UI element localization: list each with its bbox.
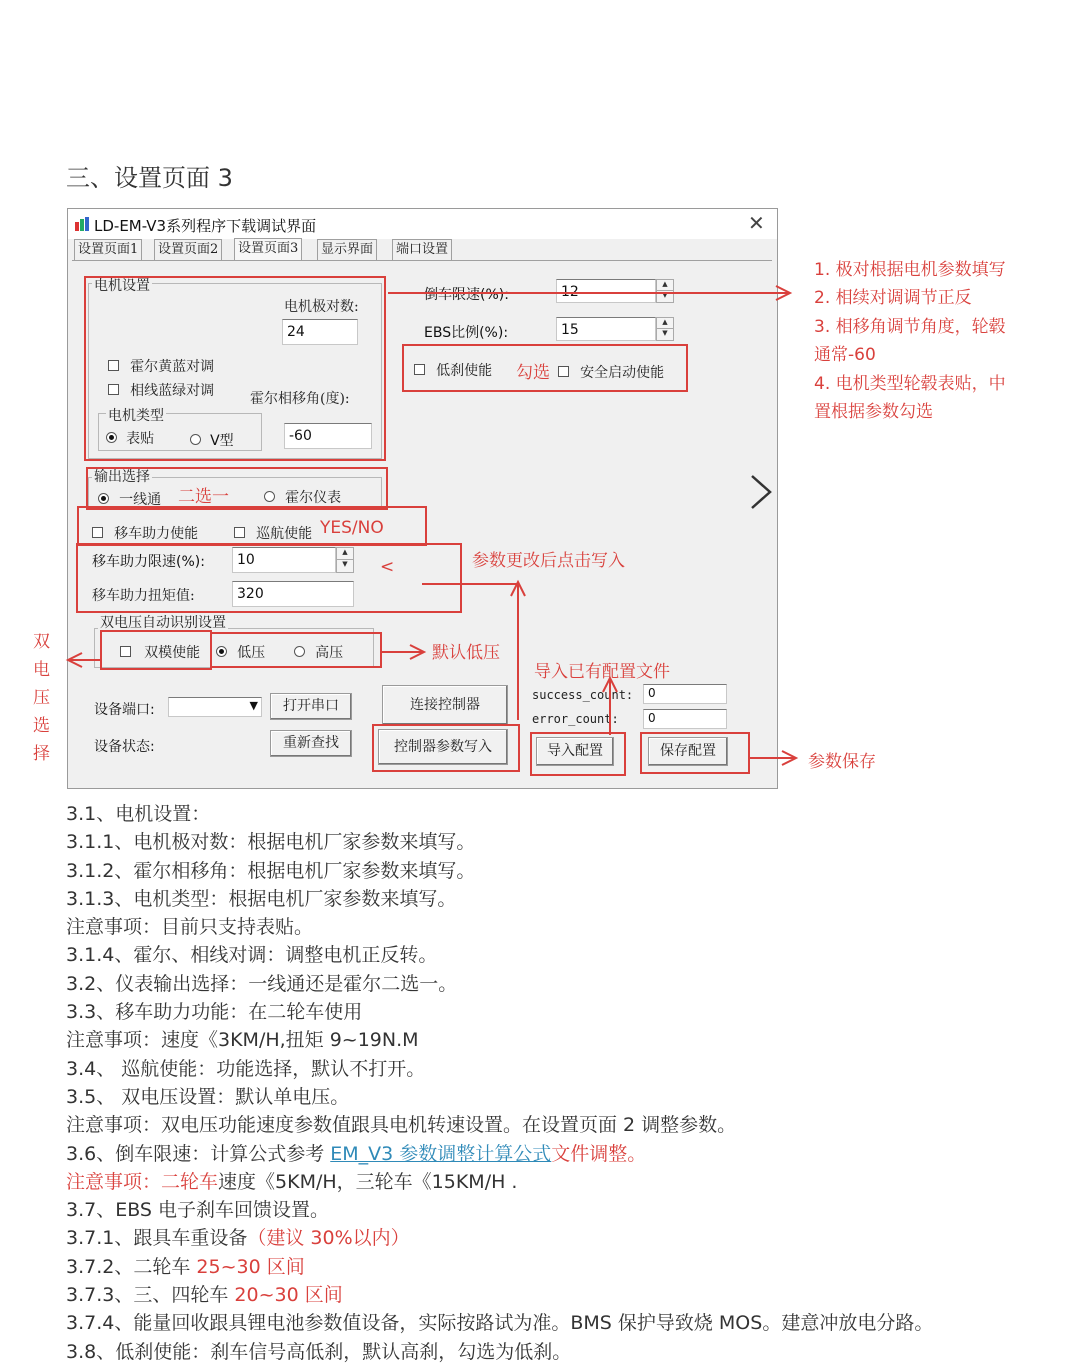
push-speed-input[interactable]: 10 <box>232 547 336 573</box>
ebs-ratio-spinner[interactable]: ▲ ▼ <box>656 317 674 341</box>
close-icon[interactable]: ✕ <box>748 211 765 235</box>
doc-text: 3.7.2、二轮车 <box>66 1255 197 1278</box>
note-write-after: 参数更改后点击写入 <box>472 551 625 571</box>
push-speed-label: 移车助力限速(%): <box>92 554 205 570</box>
doc-line: 3.3、移车助力功能：在二轮车使用 <box>66 1001 363 1024</box>
doc-line: 3.1.3、电机类型：根据电机厂家参数来填写。 <box>66 887 457 910</box>
connect-controller-button[interactable]: 连接控制器 <box>382 685 508 725</box>
doc-line: 3.4、 巡航使能：功能选择，默认不打开。 <box>66 1057 426 1080</box>
tab-settings-2[interactable]: 设置页面2 <box>154 239 222 260</box>
dual-char-2: 电 <box>33 660 50 680</box>
note-motor-type-cont: 置根据参数勾选 <box>814 402 933 422</box>
doc-line: 3.7、EBS 电子刹车回馈设置。 <box>66 1199 330 1222</box>
dual-char-5: 择 <box>33 744 50 764</box>
phase-align-label: 相线蓝绿对调 <box>130 383 215 399</box>
import-config-highlight <box>530 732 626 776</box>
doc-line: 3.1、电机设置： <box>66 803 211 825</box>
safe-start-label: 安全启动使能 <box>580 365 665 381</box>
doc-text: 3.7.3、三、四轮车 <box>66 1284 235 1307</box>
device-port-label: 设备端口: <box>94 702 155 718</box>
hall-angle-input[interactable]: -60 <box>284 423 372 449</box>
hall-meter-label: 霍尔仪表 <box>285 490 342 506</box>
push-speed-spinner[interactable]: ▲ ▼ <box>336 547 354 573</box>
doc-line <box>66 1168 1056 1196</box>
low-voltage-label: 低压 <box>237 645 266 661</box>
pole-pairs-input[interactable]: 24 <box>282 319 358 345</box>
chevron-down-icon[interactable]: ▼ <box>249 699 258 712</box>
reverse-limit-label: 倒车限速(%): <box>424 287 509 303</box>
motor-settings-legend: 电机设置 <box>92 275 152 295</box>
note-yes-no: YES/NO <box>320 518 384 538</box>
doc-text: 3.7.1、跟具车重设备 <box>66 1227 248 1250</box>
doc-line: 3.5、 双电压设置：默认单电压。 <box>66 1085 350 1108</box>
reverse-limit-input[interactable]: 12 <box>556 279 656 303</box>
dual-char-4: 选 <box>33 716 50 736</box>
tab-display[interactable]: 显示界面 <box>317 239 377 260</box>
high-voltage-label: 高压 <box>315 645 344 661</box>
device-port-select[interactable] <box>168 697 262 717</box>
tab-settings-3[interactable]: 设置页面3 <box>234 238 302 261</box>
dual-mode-label: 双模使能 <box>144 645 201 661</box>
low-brake-label: 低刹使能 <box>436 363 493 379</box>
doc-line <box>66 1224 1056 1252</box>
hall-angle-label: 霍尔相移角(度): <box>250 391 350 407</box>
note-phase-angle: 3. 相移角调节角度，轮毂 <box>814 317 1006 337</box>
success-count-label: success_count: <box>532 688 634 702</box>
note-check: 勾选 <box>516 363 550 383</box>
note-phase-angle-cont: 通常-60 <box>814 345 876 365</box>
section-heading: 三、设置页面 3 <box>66 164 233 192</box>
surface-label: 表贴 <box>126 431 155 447</box>
note-phase-swap: 2. 相续对调调节正反 <box>814 288 972 308</box>
doc-body <box>66 800 1056 1366</box>
doc-line: 注意事项：速度《3KM/H,扭矩 9~19N.M <box>66 1029 419 1052</box>
note-motor-type: 4. 电机类型轮毂表贴，中 <box>814 374 1006 394</box>
note-less-than: < <box>380 557 395 577</box>
doc-text: 文件调整。 <box>551 1142 647 1165</box>
reverse-limit-spinner[interactable]: ▲ ▼ <box>656 279 674 303</box>
write-params-button[interactable]: 控制器参数写入 <box>378 729 508 765</box>
note-pick-one: 二选一 <box>178 487 229 507</box>
motor-type-legend: 电机类型 <box>106 405 166 425</box>
doc-line: 3.1.4、霍尔、相线对调：调整电机正反转。 <box>66 944 438 967</box>
doc-line <box>66 1281 1056 1309</box>
research-button[interactable]: 重新查找 <box>270 730 352 757</box>
v-type-label: V型 <box>210 433 234 449</box>
import-config-button[interactable]: 导入配置 <box>536 737 614 766</box>
ebs-ratio-input[interactable]: 15 <box>556 317 656 341</box>
dual-char-1: 双 <box>33 632 50 652</box>
doc-text: 速度《5KM/H，三轮车《15KM/H . <box>218 1170 518 1193</box>
doc-line: 注意事项：双电压功能速度参数值跟具电机转速设置。在设置页面 2 调整参数。 <box>66 1114 737 1137</box>
doc-line: 3.2、仪表输出选择：一线通还是霍尔二选一。 <box>66 972 458 995</box>
output-select-highlight <box>86 467 388 510</box>
doc-text: 二轮车 <box>161 1170 219 1193</box>
device-status-label: 设备状态: <box>94 739 155 755</box>
app-icon <box>74 216 90 232</box>
note-default-low: 默认低压 <box>432 643 500 663</box>
write-params-highlight <box>372 724 520 772</box>
tab-port-settings[interactable]: 端口设置 <box>392 239 452 260</box>
hall-align-label: 霍尔黄蓝对调 <box>130 359 215 375</box>
doc-text: 3.6、倒车限速：计算公式参考 <box>66 1142 331 1165</box>
open-port-button[interactable]: 打开串口 <box>270 693 352 720</box>
tab-divider <box>72 260 772 261</box>
doc-text: 20~30 区间 <box>234 1284 343 1307</box>
push-torque-label: 移车助力扭矩值: <box>92 588 195 604</box>
window-title: LD-EM-V3系列程序下载调试界面 <box>94 217 317 235</box>
success-count-value: 0 <box>643 684 727 704</box>
doc-line <box>66 1140 1056 1168</box>
output-select-legend: 输出选择 <box>92 466 152 486</box>
motor-settings-highlight <box>84 276 386 461</box>
note-dual-voltage-vertical <box>33 628 53 768</box>
error-count-value: 0 <box>643 709 727 729</box>
doc-line: 3.1.2、霍尔相移角：根据电机厂家参数来填写。 <box>66 859 476 882</box>
save-config-highlight <box>640 732 750 774</box>
doc-line: 3.8、低刹使能：刹车信号高低刹，默认高刹，勾选为低刹。 <box>66 1340 572 1363</box>
assist-params-highlight <box>76 543 462 613</box>
dual-mode-highlight <box>100 630 212 670</box>
voltage-select-highlight <box>210 632 382 668</box>
formula-link[interactable]: EM_V3 参数调整计算公式 <box>330 1142 552 1165</box>
dual-voltage-legend: 双电压自动识别设置 <box>98 612 228 632</box>
pole-pairs-label: 电机极对数: <box>284 299 359 315</box>
note-import-existing: 导入已有配置文件 <box>534 662 670 682</box>
doc-line <box>66 1253 1056 1281</box>
push-assist-label: 移车助力使能 <box>114 526 199 542</box>
doc-text: 25~30 区间 <box>196 1255 305 1278</box>
dual-char-3: 压 <box>33 688 50 708</box>
note-save-params: 参数保存 <box>808 752 876 772</box>
doc-text: 注意事项： <box>66 1170 162 1193</box>
ebs-ratio-label: EBS比例(%): <box>424 325 509 341</box>
single-line-label: 一线通 <box>119 492 162 508</box>
doc-line: 3.7.4、能量回收跟具锂电池参数值设备，实际按路试为准。BMS 保护导致烧 MOS。建意冲放电分路。 <box>66 1312 934 1335</box>
save-config-button[interactable]: 保存配置 <box>648 737 728 766</box>
tab-settings-1[interactable]: 设置页面1 <box>74 239 142 260</box>
error-count-label: error_count: <box>532 712 619 726</box>
cruise-label: 巡航使能 <box>256 526 313 542</box>
doc-text: （建议 30%以内） <box>247 1227 410 1250</box>
push-torque-input[interactable]: 320 <box>232 581 354 607</box>
note-pole-pairs: 1. 极对根据电机参数填写 <box>814 260 1006 280</box>
doc-line: 3.1.1、电机极对数：根据电机厂家参数来填写。 <box>66 831 476 854</box>
doc-line: 注意事项：目前只支持表贴。 <box>66 916 314 939</box>
title-bar <box>68 209 777 239</box>
